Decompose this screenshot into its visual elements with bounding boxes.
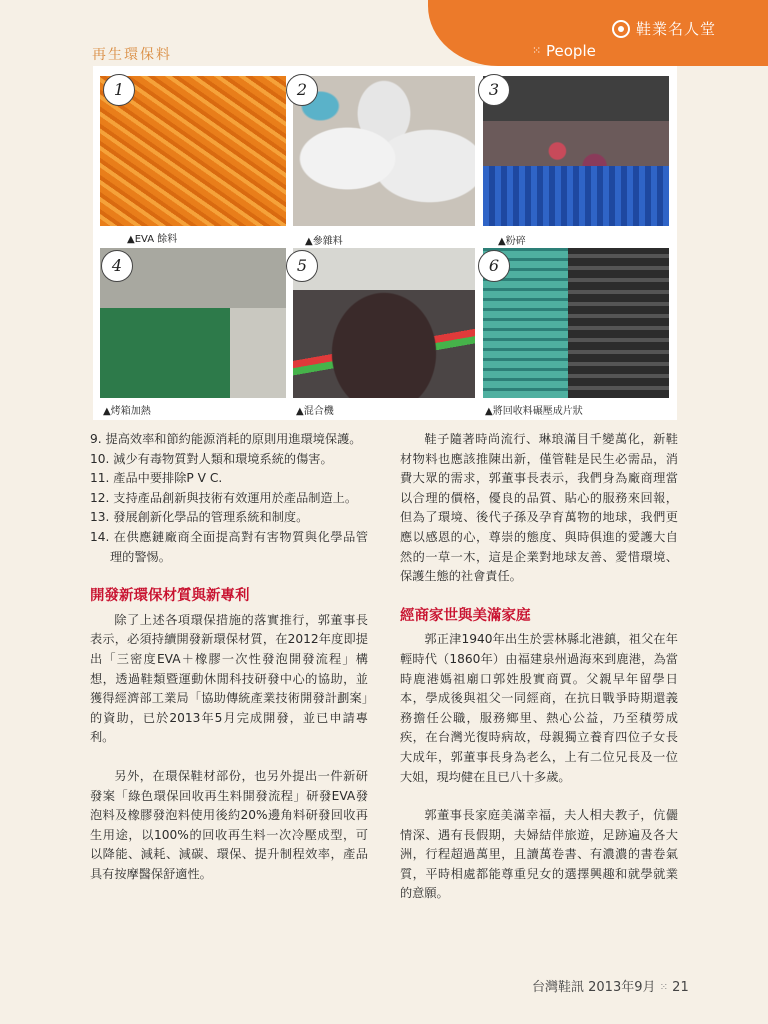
photo-caption: ▲混合機 — [296, 406, 334, 417]
header-tab — [428, 0, 768, 66]
people-label: ⁙ People — [532, 42, 596, 60]
body-paragraph: 郭董事長家庭美滿幸福，夫人相夫教子，伉儷情深、遇有長假期，夫婦結伴旅遊，足跡遍及各大洲，行程超過萬里，且讀萬卷書、有濃濃的書卷氣質，平時相處都能尊重兒女的選擇興趣和就學就業的意願。 — [400, 808, 678, 901]
section-heading: 經商家世與美滿家庭 — [400, 607, 531, 624]
photo-number: 6 — [478, 250, 510, 282]
list-item: 11. 產品中要排除P V C. — [90, 471, 223, 486]
photo-pressed-sheets — [483, 248, 669, 398]
left-column — [90, 430, 368, 884]
body-paragraph: 郭正津1940年出生於雲林縣北港鎮，祖父在年輕時代（1860年）由福建泉州過海來到鹿港，為當時鹿港媽祖廟口郭姓殷實商賈。父親早年留學日本，學成後與祖父一同經商，在抗日戰爭時期還義務擔任公職，服務鄉里、熱心公益，乃至積勞成疾，在台灣光復時病故，母親獨立養育四位子女長大成年，郭董事長身為老么，上有二位兄長及一位大姐，現均健在且已八十多歲。 — [400, 632, 678, 784]
dots-icon: ⁙ — [659, 982, 669, 993]
photo-number: 3 — [478, 74, 510, 106]
body-paragraph: 除了上述各項環保措施的落實推行，郭董事長表示，必須持續開發新環保材質，在2012年度即提出「三密度EVA＋橡膠一次性發泡開發流程」構想，透過鞋類暨運動休閒科技研發中心的協助，並獲得經濟部工業局「協助傳統產業技術開發計劃案」的資助，已於2013年5月完成開發，並已申請專利。 — [90, 612, 368, 745]
body-paragraph: 另外，在環保鞋材部份，也另外提出一件新研發案「綠色環保回收再生料開發流程」研發EVA發泡料及橡膠發泡料使用後約20%邊角料研發回收再生用途，以100%的回收再生料一次冷壓成型，可以降能、減耗、減碳、環保、提升制程效率，產品具有按摩醫保舒適性。 — [90, 768, 368, 881]
photo-caption: ▲參雜料 — [305, 236, 343, 247]
list-item: 13. 發展創新化學品的管理系統和制度。 — [90, 510, 309, 525]
photo-number: 1 — [103, 74, 135, 106]
section-heading: 開發新環保材質與新專利 — [90, 588, 250, 605]
photo-number: 2 — [286, 74, 318, 106]
column-title: 鞋業名人堂 — [636, 20, 717, 38]
list-item: 10. 減少有毒物質對人類和環境系統的傷害。 — [90, 451, 333, 466]
page-footer — [532, 976, 689, 995]
photo-gallery — [93, 66, 677, 420]
dots-icon: ⁙ — [532, 44, 542, 57]
section-label: 再生環保料 — [92, 47, 172, 63]
target-icon — [612, 20, 630, 38]
list-item: 12. 支持產品創新與技術有效運用於產品制造上。 — [90, 490, 358, 505]
photo-number: 4 — [101, 250, 133, 282]
publication-info: 台灣鞋訊 2013年9月 — [532, 980, 656, 995]
photo-mixer — [293, 248, 475, 398]
page-number: 21 — [672, 980, 689, 995]
right-column — [400, 430, 678, 904]
photo-mixed-material — [293, 76, 475, 226]
photo-caption: ▲粉碎 — [498, 236, 526, 247]
photo-crushing — [483, 76, 669, 226]
photo-caption: ▲烤箱加熱 — [103, 406, 151, 417]
photo-caption: ▲將回收料碾壓成片狀 — [485, 406, 583, 417]
list-item: 14. 在供應鏈廠商全面提高對有害物質與化學品管理的警惕。 — [90, 529, 368, 564]
photo-number: 5 — [286, 250, 318, 282]
photo-caption: ▲EVA 餘料 — [127, 234, 178, 245]
list-item: 9. 提高效率和節約能源消耗的原則用進環境保護。 — [90, 432, 362, 446]
body-paragraph: 鞋子隨著時尚流行、琳琅滿目千變萬化，新鞋材物料也應該推陳出新，僅管鞋是民生必需品，消費大眾的需求，郭董事長表示，我們身為廠商理當以合理的價格，優良的品質、貼心的服務來回報，但為了環境、後代子孫及孕育萬物的地球，我們更應以感恩的心，尊崇的態度、與時俱進的愛護大自然的一草一木，這是企業對地球友善、愛惜環境、保護生態的社會責任。 — [400, 432, 678, 584]
